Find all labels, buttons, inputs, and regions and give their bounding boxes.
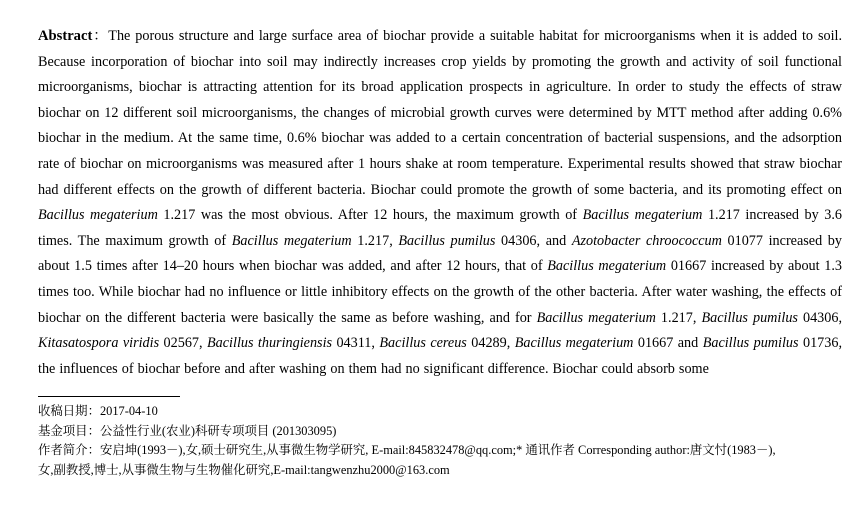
abstract-text-run: 1.217, bbox=[351, 232, 399, 249]
footnote-fund bbox=[38, 422, 842, 442]
footnote-author bbox=[38, 441, 842, 461]
abstract-text-run: 1.217, bbox=[655, 309, 702, 326]
footnote-divider bbox=[38, 396, 180, 397]
species-name: Bacillus megaterium bbox=[514, 335, 634, 352]
species-name: Kitasatospora viridis bbox=[38, 335, 160, 352]
species-name: Bacillus megaterium bbox=[38, 207, 158, 224]
footnote-received-value: ：2017-04-10 bbox=[87, 404, 158, 418]
abstract-text-run: 02567, bbox=[159, 335, 207, 352]
abstract-text-run: 01077 increased by about 1.5 times after 14–20 hours when biochar was added, and after 12 hours, that of bbox=[38, 232, 842, 275]
species-name: Bacillus pumilus bbox=[701, 309, 798, 326]
abstract-text-run: 01736, the influences of biochar before and after washing on them had no significant difference. Biochar could absorb some bbox=[38, 335, 843, 377]
footnote-received bbox=[38, 402, 842, 422]
footnote-author-line2: 女,副教授,博士,从事微生物与生物催化研究,E-mail:tangwenzhu2000@163.com bbox=[38, 462, 450, 477]
abstract-text-run: 1.217 was the most obvious. After 12 hours, the maximum growth of bbox=[157, 207, 583, 224]
species-name: Bacillus cereus bbox=[379, 335, 467, 352]
footnote-fund-label: 基金项目 bbox=[38, 423, 88, 438]
abstract-body bbox=[38, 28, 842, 377]
abstract-text-run: 04289, bbox=[466, 335, 515, 352]
species-name: Bacillus thuringiensis bbox=[207, 335, 333, 352]
species-name: Bacillus megaterium bbox=[536, 309, 656, 326]
footnote-author-label: 作者简介 bbox=[38, 443, 88, 457]
species-name: Bacillus megaterium bbox=[582, 207, 703, 224]
species-name: Bacillus megaterium bbox=[231, 232, 352, 249]
footnote-author-value: ：安启坤(1993－),女,硕士研究生,从事微生物学研究, E-mail:845832478@qq.com;* 通讯作者 Corresponding author:唐文忖(1983－), bbox=[87, 443, 776, 457]
abstract-text-run: 01667 and bbox=[633, 335, 703, 352]
abstract-text-run: 04311, bbox=[332, 335, 380, 352]
abstract-text-run: 04306, bbox=[797, 309, 842, 326]
species-name: Azotobacter chroococcum bbox=[571, 232, 722, 249]
abstract-text-run: 1.217 increased by 3.6 times. The maximum growth of bbox=[38, 207, 842, 249]
abstract-paragraph bbox=[38, 24, 842, 382]
abstract-text-run: 01667 increased by about 1.3 times too. While biochar had no influence or little inhibitory effects on the growth of the other bacteria. After water washing, the effects of biochar on the different bacteria were basically the same as before washing, and for bbox=[38, 258, 842, 326]
species-name: Bacillus pumilus bbox=[398, 232, 496, 249]
abstract-label: Abstract bbox=[38, 28, 93, 44]
abstract-text-run: The porous structure and large surface area of biochar provide a suitable habitat for microorganisms when it is added to soil. Because incorporation of biochar into soil may indirectly increases crop yields by promoting the growth and activity of soil functional microorganisms, biochar is attracting attention for its broad application prospects in agriculture. In order to study the effects of straw biochar on 12 different soil microorganisms, the changes of microbial growth curves were determined by MTT method after adding 0.6% biochar in the medium. At the same time, 0.6% biochar was added to a certain concentration of bacterial suspensions, and the adsorption rate of biochar on microorganisms was measured after 1 hours shake at room temperature. Experimental results showed that straw biochar had different effects on the growth of different bacteria. Biochar could promote the growth of some bacteria, and its promoting effect on bbox=[38, 28, 842, 198]
footnote-received-label: 收稿日期 bbox=[38, 404, 88, 418]
abstract-label-separator: ： bbox=[92, 28, 109, 44]
page-top-bleed bbox=[38, 0, 842, 8]
abstract-text-run: 04306, and bbox=[495, 232, 572, 249]
species-name: Bacillus pumilus bbox=[702, 335, 799, 352]
footnote-fund-value: ：公益性行业(农业)科研专项项目 (201303095) bbox=[87, 423, 337, 438]
footnote-block bbox=[38, 402, 842, 480]
species-name: Bacillus megaterium bbox=[547, 258, 667, 275]
